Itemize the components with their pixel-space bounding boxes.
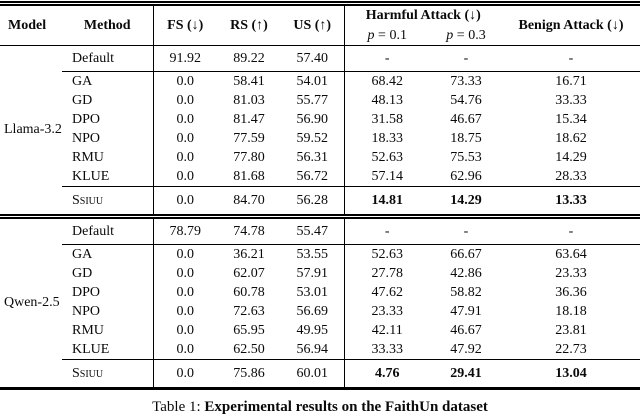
header-fs: FS (↓) — [153, 4, 217, 46]
value-cell: 22.73 — [555, 341, 587, 357]
value-cell: 0.0 — [176, 168, 194, 184]
value-cell: 74.78 — [217, 217, 281, 245]
value-cell: 0.0 — [176, 265, 194, 281]
method-label: Ssiuu — [62, 187, 153, 217]
value-cell: 16.71 — [555, 73, 587, 89]
value-cell: 57.14 — [371, 168, 403, 184]
value-cell: 65.95 — [233, 322, 265, 338]
method-label: Default — [62, 46, 153, 72]
method-label: NPO — [62, 129, 153, 148]
value-cell: 73.33 — [450, 73, 482, 89]
value-cell: 55.77 — [281, 91, 344, 110]
table-row — [0, 283, 640, 302]
value-cell: 0.0 — [176, 303, 194, 319]
value-cell: 57.40 — [281, 46, 344, 72]
table-row — [0, 245, 640, 265]
model-label: Llama-3.2 — [0, 46, 62, 217]
method-label: Ssiuu — [62, 360, 153, 389]
value-cell: 14.29 — [555, 149, 587, 165]
header-row-1 — [0, 4, 640, 27]
method-label: DPO — [62, 110, 153, 129]
method-label: GD — [62, 264, 153, 283]
table-caption — [0, 399, 640, 416]
header-rs: RS (↑) — [217, 4, 281, 46]
value-cell: 0.0 — [153, 360, 217, 389]
table-row — [0, 167, 640, 187]
value-cell: 14.29 — [430, 187, 502, 217]
value-cell: 36.36 — [555, 284, 587, 300]
table-row — [0, 187, 640, 217]
value-cell: 52.63 — [371, 246, 403, 262]
value-cell: - — [502, 217, 640, 245]
value-cell: 46.67 — [450, 111, 482, 127]
method-label: Default — [62, 217, 153, 245]
value-cell: 31.58 — [371, 111, 403, 127]
table-row — [0, 340, 640, 360]
table-header — [0, 4, 640, 46]
value-cell: 36.21 — [233, 246, 265, 262]
value-cell: 23.33 — [555, 265, 587, 281]
value-cell: 62.96 — [450, 168, 482, 184]
value-cell: 4.76 — [344, 360, 430, 389]
table-row — [0, 321, 640, 340]
value-cell: 62.50 — [233, 341, 265, 357]
method-label: NPO — [62, 302, 153, 321]
method-label: DPO — [62, 283, 153, 302]
value-cell: 53.01 — [281, 283, 344, 302]
value-cell: 18.75 — [450, 130, 482, 146]
value-cell: 0.0 — [176, 246, 194, 262]
caption-prefix: Table 1: — [152, 399, 205, 415]
value-cell: 56.72 — [281, 167, 344, 187]
value-cell: 0.0 — [176, 92, 194, 108]
table-row — [0, 217, 640, 245]
value-cell: 47.91 — [450, 303, 482, 319]
table-row — [0, 360, 640, 389]
value-cell: 18.62 — [555, 130, 587, 146]
value-cell: 47.92 — [450, 341, 482, 357]
value-cell: 0.0 — [176, 73, 194, 89]
value-cell: 33.33 — [555, 92, 587, 108]
value-cell: 27.78 — [371, 265, 403, 281]
value-cell: 57.91 — [281, 264, 344, 283]
value-cell: 0.0 — [153, 187, 217, 217]
value-cell: 54.01 — [281, 72, 344, 92]
value-cell: 0.0 — [176, 322, 194, 338]
value-cell: 52.63 — [371, 149, 403, 165]
value-cell: 81.47 — [233, 111, 265, 127]
value-cell: 0.0 — [176, 149, 194, 165]
value-cell: 0.0 — [176, 130, 194, 146]
header-p-0-1: p = 0.1 — [344, 27, 430, 46]
value-cell: 23.81 — [555, 322, 587, 338]
value-cell: 42.11 — [371, 322, 403, 338]
value-cell: - — [430, 46, 502, 72]
value-cell: 15.34 — [555, 111, 587, 127]
value-cell: 28.33 — [555, 168, 587, 184]
value-cell: 75.86 — [217, 360, 281, 389]
value-cell: 49.95 — [281, 321, 344, 340]
value-cell: 33.33 — [371, 341, 403, 357]
value-cell: 55.47 — [281, 217, 344, 245]
value-cell: 29.41 — [430, 360, 502, 389]
header-model: Model — [0, 4, 62, 46]
value-cell: 84.70 — [217, 187, 281, 217]
value-cell: 81.68 — [233, 168, 265, 184]
value-cell: 48.13 — [371, 92, 403, 108]
value-cell: 91.92 — [153, 46, 217, 72]
table-row — [0, 148, 640, 167]
header-us: US (↑) — [281, 4, 344, 46]
value-cell: 60.78 — [233, 284, 265, 300]
value-cell: 63.64 — [555, 246, 587, 262]
table-row — [0, 264, 640, 283]
value-cell: 58.41 — [233, 73, 265, 89]
table-body — [0, 46, 640, 389]
value-cell: 77.59 — [233, 130, 265, 146]
value-cell: 0.0 — [176, 341, 194, 357]
value-cell: 14.81 — [344, 187, 430, 217]
value-cell: 81.03 — [233, 92, 265, 108]
method-label: GA — [62, 245, 153, 265]
value-cell: 77.80 — [233, 149, 265, 165]
table-row — [0, 110, 640, 129]
value-cell: 56.94 — [281, 340, 344, 360]
model-label: Qwen-2.5 — [0, 217, 62, 389]
value-cell: 56.69 — [281, 302, 344, 321]
header-p-0-3: p = 0.3 — [430, 27, 502, 46]
method-label: KLUE — [62, 167, 153, 187]
value-cell: 13.33 — [502, 187, 640, 217]
header-benign-attack: Benign Attack (↓) — [502, 4, 640, 46]
method-label: RMU — [62, 321, 153, 340]
table-row — [0, 302, 640, 321]
value-cell: 54.76 — [450, 92, 482, 108]
value-cell: 53.55 — [281, 245, 344, 265]
value-cell: 66.67 — [450, 246, 482, 262]
method-label: GA — [62, 72, 153, 92]
value-cell: - — [344, 46, 430, 72]
results-table — [0, 1, 640, 390]
header-harmful-attack: Harmful Attack (↓) — [365, 8, 481, 24]
value-cell: 62.07 — [233, 265, 265, 281]
table-row — [0, 72, 640, 92]
value-cell: 56.31 — [281, 148, 344, 167]
value-cell: 68.42 — [371, 73, 403, 89]
value-cell: - — [430, 217, 502, 245]
value-cell: 75.53 — [450, 149, 482, 165]
table-row — [0, 129, 640, 148]
value-cell: 89.22 — [217, 46, 281, 72]
value-cell: 78.79 — [153, 217, 217, 245]
value-cell: 56.28 — [281, 187, 344, 217]
value-cell: 13.04 — [502, 360, 640, 389]
value-cell: 60.01 — [281, 360, 344, 389]
value-cell: 58.82 — [450, 284, 482, 300]
value-cell: 47.62 — [371, 284, 403, 300]
value-cell: 72.63 — [233, 303, 265, 319]
table-row — [0, 91, 640, 110]
value-cell: 56.90 — [281, 110, 344, 129]
table-row — [0, 46, 640, 72]
method-label: RMU — [62, 148, 153, 167]
header-method: Method — [62, 4, 153, 46]
value-cell: 0.0 — [176, 284, 194, 300]
value-cell: 42.86 — [450, 265, 482, 281]
value-cell: 18.18 — [555, 303, 587, 319]
value-cell: - — [344, 217, 430, 245]
method-label: KLUE — [62, 340, 153, 360]
caption-title: Experimental results on the FaithUn dataset — [204, 399, 488, 415]
value-cell: 23.33 — [371, 303, 403, 319]
method-label: GD — [62, 91, 153, 110]
value-cell: 18.33 — [371, 130, 403, 146]
value-cell: - — [502, 46, 640, 72]
value-cell: 0.0 — [176, 111, 194, 127]
value-cell: 59.52 — [281, 129, 344, 148]
value-cell: 46.67 — [450, 322, 482, 338]
